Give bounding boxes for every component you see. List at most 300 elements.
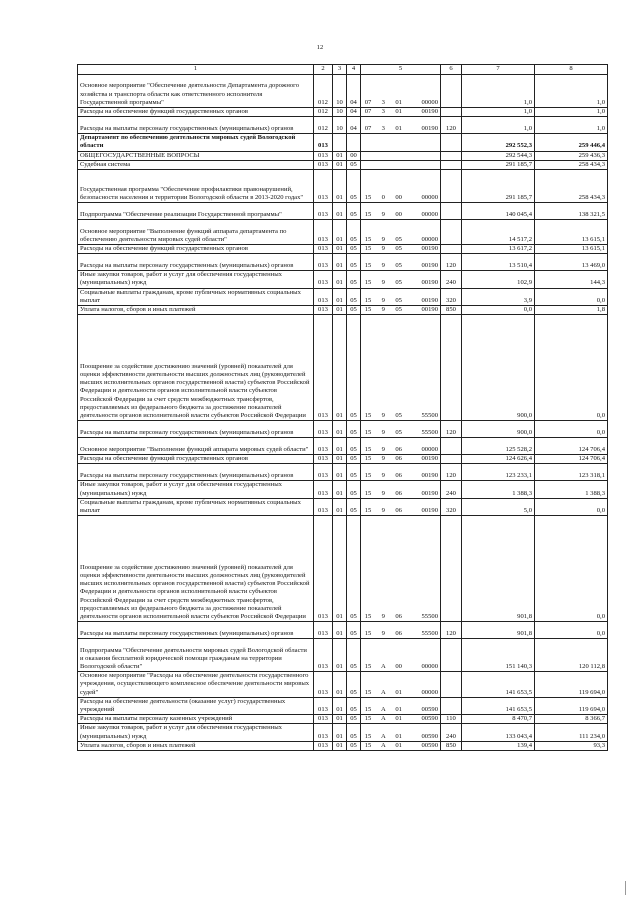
row-value-2020: 8 366,7	[535, 715, 608, 724]
table-row	[78, 160, 608, 169]
row-csr	[361, 306, 441, 315]
row-rz: 01	[333, 254, 347, 271]
row-pr: 05	[347, 724, 361, 741]
row-value-2020: 0,0	[535, 288, 608, 305]
row-value-2019: 0,0	[462, 306, 535, 315]
row-vr	[441, 697, 462, 714]
row-value-2020: 13 469,0	[535, 254, 608, 271]
csr-part: 01	[395, 98, 402, 106]
row-value-2020: 111 234,0	[535, 724, 608, 741]
csr-part: 9	[381, 630, 385, 638]
table-row	[78, 288, 608, 305]
row-pr: 04	[347, 75, 361, 108]
csr-part: 9	[381, 455, 385, 463]
row-value-2020: 124 706,4	[535, 455, 608, 464]
row-pr: 05	[347, 288, 361, 305]
row-rz: 01	[333, 464, 347, 481]
row-vr	[441, 203, 462, 220]
row-rz: 01	[333, 271, 347, 288]
csr-part: А	[380, 688, 386, 696]
csr-part: 55500	[421, 412, 438, 420]
row-name: Расходы на выплаты персоналу государственных (муниципальных) органов	[78, 117, 314, 134]
csr-part: 01	[395, 715, 402, 723]
row-vr	[441, 245, 462, 254]
row-csr	[361, 245, 441, 254]
row-value-2019: 3,9	[462, 288, 535, 305]
csr-part: 05	[395, 262, 402, 270]
row-name: Социальные выплаты гражданам, кроме публичных нормативных социальных выплат	[78, 498, 314, 515]
row-rz: 01	[333, 438, 347, 455]
row-name: Государственная программа "Обеспечение профилактики правонарушений, безопасности населения и территории Вологодской области в 2013-2020 годах"	[78, 170, 314, 203]
table-row	[78, 438, 608, 455]
csr-part: 00190	[421, 279, 438, 287]
csr-part: 9	[381, 472, 385, 480]
csr-part: 05	[395, 235, 402, 243]
row-vr	[441, 220, 462, 245]
csr-part: 06	[395, 472, 402, 480]
row-grbs: 013	[314, 160, 333, 169]
csr-part: 15	[364, 706, 372, 714]
csr-part: 05	[395, 296, 402, 304]
row-value-2020: 0,0	[535, 622, 608, 639]
row-vr: 120	[441, 622, 462, 639]
csr-part: 9	[381, 279, 385, 287]
row-vr	[441, 108, 462, 117]
row-value-2020: 0,0	[535, 315, 608, 421]
row-value-2019: 123 233,1	[462, 464, 535, 481]
row-vr	[441, 455, 462, 464]
row-rz: 01	[333, 288, 347, 305]
row-csr	[361, 271, 441, 288]
csr-part: 07	[364, 98, 372, 106]
csr-part: 0	[381, 193, 385, 201]
row-rz: 01	[333, 672, 347, 698]
table-row	[78, 151, 608, 160]
row-value-2019: 125 528,2	[462, 438, 535, 455]
row-rz: 01	[333, 741, 347, 750]
csr-part: 06	[395, 630, 402, 638]
csr-part: 00	[395, 210, 402, 218]
csr-part: 00190	[421, 262, 438, 270]
csr-part: 06	[395, 446, 402, 454]
csr-part: 15	[364, 630, 372, 638]
row-value-2019: 5,0	[462, 498, 535, 515]
csr-part: 01	[395, 741, 402, 749]
csr-part: 00000	[421, 210, 438, 218]
row-csr	[361, 622, 441, 639]
row-name: Департамент по обеспечению деятельности мировых судей Вологодской области	[78, 134, 314, 151]
row-value-2019: 141 653,5	[462, 697, 535, 714]
row-name: Основное мероприятие "Расходы на обеспечение деятельности государственного учреждения, осуществляющего комплексное обеспечение деятельности мировых судей"	[78, 672, 314, 698]
row-value-2020: 123 318,1	[535, 464, 608, 481]
row-value-2020: 1,0	[535, 108, 608, 117]
row-vr	[441, 170, 462, 203]
header-col-1: 1	[78, 65, 314, 75]
row-pr: 05	[347, 421, 361, 438]
csr-part: 01	[395, 688, 402, 696]
row-rz: 10	[333, 117, 347, 134]
row-vr: 240	[441, 271, 462, 288]
csr-part: 15	[364, 245, 372, 253]
budget-table	[77, 64, 608, 751]
row-grbs: 013	[314, 516, 333, 622]
row-vr	[441, 315, 462, 421]
csr-part: 07	[364, 125, 372, 132]
row-value-2020: 119 694,0	[535, 697, 608, 714]
csr-part: 00000	[421, 193, 438, 201]
csr-part: 06	[395, 613, 402, 621]
row-rz: 01	[333, 697, 347, 714]
row-csr	[361, 639, 441, 672]
row-value-2020: 1 388,3	[535, 481, 608, 498]
csr-part: 15	[364, 688, 372, 696]
header-col-2: 2	[314, 65, 333, 75]
row-rz	[333, 134, 347, 151]
row-name: Поощрение за содействие достижению значений (уровней) показателей для оценки эффективности деятельности высших должностных лиц (руководителей высших исполнительных органов государственной власти) субъектов Российской Федерации и деятельности органов исполнительной власти субъектов Российской Федерации за счет средств межбюджетных трансфертов, предоставляемых из федерального бюджета за достижение показателей деятельности органов исполнительной власти субъектов Российской Федерации	[78, 516, 314, 622]
csr-part: 00190	[421, 455, 438, 463]
row-value-2020: 144,3	[535, 271, 608, 288]
row-value-2020: 1,0	[535, 75, 608, 108]
row-rz: 01	[333, 498, 347, 515]
row-csr	[361, 75, 441, 108]
csr-part: 9	[381, 235, 385, 243]
row-grbs: 013	[314, 151, 333, 160]
row-value-2019: 900,0	[462, 315, 535, 421]
row-vr: 110	[441, 715, 462, 724]
table-row	[78, 421, 608, 438]
row-rz: 01	[333, 516, 347, 622]
row-grbs: 013	[314, 438, 333, 455]
table-row	[78, 220, 608, 245]
row-name: Расходы на выплаты персоналу государственных (муниципальных) органов	[78, 622, 314, 639]
table-row	[78, 315, 608, 421]
csr-part: 15	[364, 446, 372, 454]
row-grbs: 013	[314, 170, 333, 203]
row-name: Подпрограмма "Обеспечение деятельности мировых судей Вологодской области и оказания бесплатной юридической помощи гражданам на территории Вологодской области"	[78, 639, 314, 672]
page-number: 12	[316, 44, 324, 51]
csr-part: 9	[381, 446, 385, 454]
csr-part: 55500	[421, 429, 438, 437]
csr-part: 15	[364, 429, 372, 437]
table-row	[78, 75, 608, 108]
csr-part: 15	[364, 732, 372, 740]
table-row	[78, 117, 608, 134]
row-csr	[361, 117, 441, 134]
row-csr	[361, 151, 441, 160]
row-name: Основное мероприятие "Выполнение функций аппарата департамента по обеспечению деятельности мировых судей области"	[78, 220, 314, 245]
row-pr: 05	[347, 516, 361, 622]
row-pr	[347, 134, 361, 151]
row-csr	[361, 134, 441, 151]
row-grbs: 013	[314, 220, 333, 245]
csr-part: 00000	[421, 688, 438, 696]
csr-part: 01	[395, 706, 402, 714]
table-row	[78, 481, 608, 498]
csr-part: 15	[364, 663, 372, 671]
row-rz: 01	[333, 151, 347, 160]
row-value-2020: 93,3	[535, 741, 608, 750]
row-csr	[361, 288, 441, 305]
row-grbs: 013	[314, 455, 333, 464]
row-grbs: 013	[314, 134, 333, 151]
row-vr	[441, 438, 462, 455]
row-value-2020: 13 615,1	[535, 220, 608, 245]
csr-part: 15	[364, 741, 372, 749]
csr-part: 9	[381, 412, 385, 420]
row-value-2020: 120 112,8	[535, 639, 608, 672]
row-grbs: 013	[314, 741, 333, 750]
csr-part: 00190	[421, 507, 438, 515]
row-vr	[441, 516, 462, 622]
csr-part: 9	[381, 507, 385, 515]
csr-part: 00	[395, 663, 402, 671]
row-grbs: 013	[314, 245, 333, 254]
row-grbs: 013	[314, 724, 333, 741]
row-csr	[361, 741, 441, 750]
row-value-2019: 1 388,3	[462, 481, 535, 498]
table-row	[78, 245, 608, 254]
row-csr	[361, 672, 441, 698]
row-rz: 01	[333, 639, 347, 672]
csr-part: 9	[381, 296, 385, 304]
row-value-2020: 124 706,4	[535, 438, 608, 455]
row-value-2020: 0,0	[535, 498, 608, 515]
row-pr: 05	[347, 203, 361, 220]
row-value-2019: 291 185,7	[462, 170, 535, 203]
row-pr: 05	[347, 315, 361, 421]
row-grbs: 013	[314, 715, 333, 724]
row-grbs: 013	[314, 315, 333, 421]
row-grbs: 012	[314, 75, 333, 108]
csr-part: 05	[395, 306, 402, 314]
row-rz: 01	[333, 315, 347, 421]
row-value-2019: 1,0	[462, 108, 535, 117]
csr-part: 15	[364, 210, 372, 218]
csr-part: 00590	[421, 741, 438, 749]
row-vr: 120	[441, 254, 462, 271]
row-vr: 120	[441, 117, 462, 134]
row-pr: 05	[347, 438, 361, 455]
row-vr: 240	[441, 481, 462, 498]
row-csr	[361, 697, 441, 714]
csr-part: 00590	[421, 706, 438, 714]
row-pr: 04	[347, 117, 361, 134]
row-pr: 05	[347, 306, 361, 315]
csr-part: 15	[364, 455, 372, 463]
csr-part: 00000	[421, 98, 438, 106]
row-pr: 05	[347, 245, 361, 254]
row-name: Иные закупки товаров, работ и услуг для обеспечения государственных (муниципальных) нужд	[78, 724, 314, 741]
csr-part: 00590	[421, 715, 438, 723]
row-value-2019: 14 517,2	[462, 220, 535, 245]
row-rz: 01	[333, 421, 347, 438]
row-value-2019: 141 653,5	[462, 672, 535, 698]
row-pr: 05	[347, 741, 361, 750]
csr-part: 01	[395, 732, 402, 740]
row-value-2019: 8 470,7	[462, 715, 535, 724]
row-name: Расходы на выплаты персоналу государственных (муниципальных) органов	[78, 464, 314, 481]
csr-part: 06	[395, 489, 402, 497]
row-csr	[361, 455, 441, 464]
margin-mark	[625, 881, 626, 895]
table-row	[78, 203, 608, 220]
csr-part: 15	[364, 306, 372, 314]
csr-part: 55500	[421, 613, 438, 621]
csr-part: А	[380, 663, 386, 671]
row-value-2020: 0,0	[535, 421, 608, 438]
csr-part: 15	[364, 412, 372, 420]
row-value-2020: 1,8	[535, 306, 608, 315]
csr-part: 00190	[421, 489, 438, 497]
row-grbs: 013	[314, 498, 333, 515]
row-name: Судебная система	[78, 160, 314, 169]
row-value-2019: 124 626,4	[462, 455, 535, 464]
row-grbs: 013	[314, 464, 333, 481]
row-vr: 120	[441, 421, 462, 438]
csr-part: 01	[395, 125, 402, 132]
table-row	[78, 306, 608, 315]
table-row	[78, 498, 608, 515]
row-pr: 05	[347, 672, 361, 698]
row-grbs: 013	[314, 306, 333, 315]
row-value-2020: 1,0	[535, 117, 608, 134]
row-grbs: 012	[314, 108, 333, 117]
row-rz: 01	[333, 245, 347, 254]
row-value-2019: 151 140,3	[462, 639, 535, 672]
row-rz: 01	[333, 622, 347, 639]
row-pr: 05	[347, 498, 361, 515]
row-value-2019: 1,0	[462, 117, 535, 134]
row-vr	[441, 639, 462, 672]
row-value-2020: 258 434,3	[535, 160, 608, 169]
row-value-2019: 1,0	[462, 75, 535, 108]
row-vr	[441, 160, 462, 169]
row-vr: 320	[441, 498, 462, 515]
row-grbs: 013	[314, 622, 333, 639]
csr-part: 15	[364, 235, 372, 243]
row-value-2020: 138 321,5	[535, 203, 608, 220]
row-grbs: 013	[314, 697, 333, 714]
csr-part: 00190	[421, 125, 438, 132]
row-vr: 240	[441, 724, 462, 741]
row-grbs: 013	[314, 672, 333, 698]
row-pr: 05	[347, 464, 361, 481]
row-csr	[361, 715, 441, 724]
row-value-2019: 291 185,7	[462, 160, 535, 169]
csr-part: 15	[364, 296, 372, 304]
row-pr: 05	[347, 455, 361, 464]
row-grbs: 013	[314, 288, 333, 305]
csr-part: 00000	[421, 446, 438, 454]
row-value-2019: 901,8	[462, 622, 535, 639]
row-name: Расходы на обеспечение функций государственных органов	[78, 455, 314, 464]
row-rz: 01	[333, 715, 347, 724]
csr-part: 15	[364, 262, 372, 270]
row-csr	[361, 170, 441, 203]
row-value-2019: 102,9	[462, 271, 535, 288]
csr-part: 00190	[421, 472, 438, 480]
csr-part: 15	[364, 489, 372, 497]
csr-part: А	[380, 741, 386, 749]
row-csr	[361, 254, 441, 271]
row-vr	[441, 75, 462, 108]
row-name: Расходы на обеспечение функций государственных органов	[78, 108, 314, 117]
row-pr: 00	[347, 151, 361, 160]
csr-part: 9	[381, 245, 385, 253]
row-vr	[441, 134, 462, 151]
row-pr: 05	[347, 697, 361, 714]
row-rz: 01	[333, 306, 347, 315]
csr-part: 00	[395, 193, 402, 201]
table-row	[78, 271, 608, 288]
row-vr: 850	[441, 741, 462, 750]
csr-part: 00190	[421, 296, 438, 304]
row-value-2019: 13 510,4	[462, 254, 535, 271]
table-row	[78, 715, 608, 724]
table-row	[78, 741, 608, 750]
row-name: Иные закупки товаров, работ и услуг для обеспечения государственных (муниципальных) нужд	[78, 481, 314, 498]
table-row	[78, 724, 608, 741]
csr-part: 15	[364, 193, 372, 201]
csr-part: 3	[381, 125, 385, 132]
row-name: Основное мероприятие "Обеспечение деятельности Департамента дорожного хозяйства и транспорта области как ответственного исполнителя Государственной программы"	[78, 75, 314, 108]
row-grbs: 013	[314, 421, 333, 438]
csr-part: 55500	[421, 630, 438, 638]
table-row	[78, 134, 608, 151]
row-value-2020: 119 694,0	[535, 672, 608, 698]
row-rz: 01	[333, 170, 347, 203]
row-rz: 01	[333, 481, 347, 498]
csr-part: 06	[395, 507, 402, 515]
row-value-2019: 139,4	[462, 741, 535, 750]
row-value-2019: 901,8	[462, 516, 535, 622]
csr-part: 9	[381, 306, 385, 314]
table-header-row	[78, 65, 608, 75]
table-row	[78, 254, 608, 271]
row-csr	[361, 498, 441, 515]
row-value-2020: 259 436,3	[535, 151, 608, 160]
row-pr: 05	[347, 170, 361, 203]
csr-part: 9	[381, 489, 385, 497]
csr-part: 00590	[421, 732, 438, 740]
row-name: Расходы на выплаты персоналу государственных (муниципальных) органов	[78, 421, 314, 438]
csr-part: 06	[395, 455, 402, 463]
csr-part: 9	[381, 613, 385, 621]
header-col-5: 5	[361, 65, 441, 75]
row-value-2020: 259 446,4	[535, 134, 608, 151]
row-csr	[361, 108, 441, 117]
row-name: Поощрение за содействие достижению значений (уровней) показателей для оценки эффективности деятельности высших должностных лиц (руководителей высших исполнительных органов государственной власти) субъектов Российской Федерации и деятельности органов исполнительной власти субъектов Российской Федерации за счет средств межбюджетных трансфертов, предоставляемых из федерального бюджета за достижение показателей деятельности органов исполнительной власти субъектов Российской Федерации	[78, 315, 314, 421]
row-csr	[361, 438, 441, 455]
row-csr	[361, 481, 441, 498]
row-csr	[361, 203, 441, 220]
header-col-4: 4	[347, 65, 361, 75]
header-col-6: 6	[441, 65, 462, 75]
row-grbs: 013	[314, 639, 333, 672]
row-value-2020: 13 615,1	[535, 245, 608, 254]
csr-part: 05	[395, 412, 402, 420]
row-name: Социальные выплаты гражданам, кроме публичных нормативных социальных выплат	[78, 288, 314, 305]
row-pr: 05	[347, 639, 361, 672]
row-pr: 05	[347, 715, 361, 724]
row-pr: 04	[347, 108, 361, 117]
row-value-2019: 292 544,3	[462, 151, 535, 160]
table-row	[78, 108, 608, 117]
row-value-2019: 140 045,4	[462, 203, 535, 220]
row-name: Основное мероприятие "Выполнение функций аппарата мировых судей области"	[78, 438, 314, 455]
table-row	[78, 170, 608, 203]
row-pr: 05	[347, 622, 361, 639]
